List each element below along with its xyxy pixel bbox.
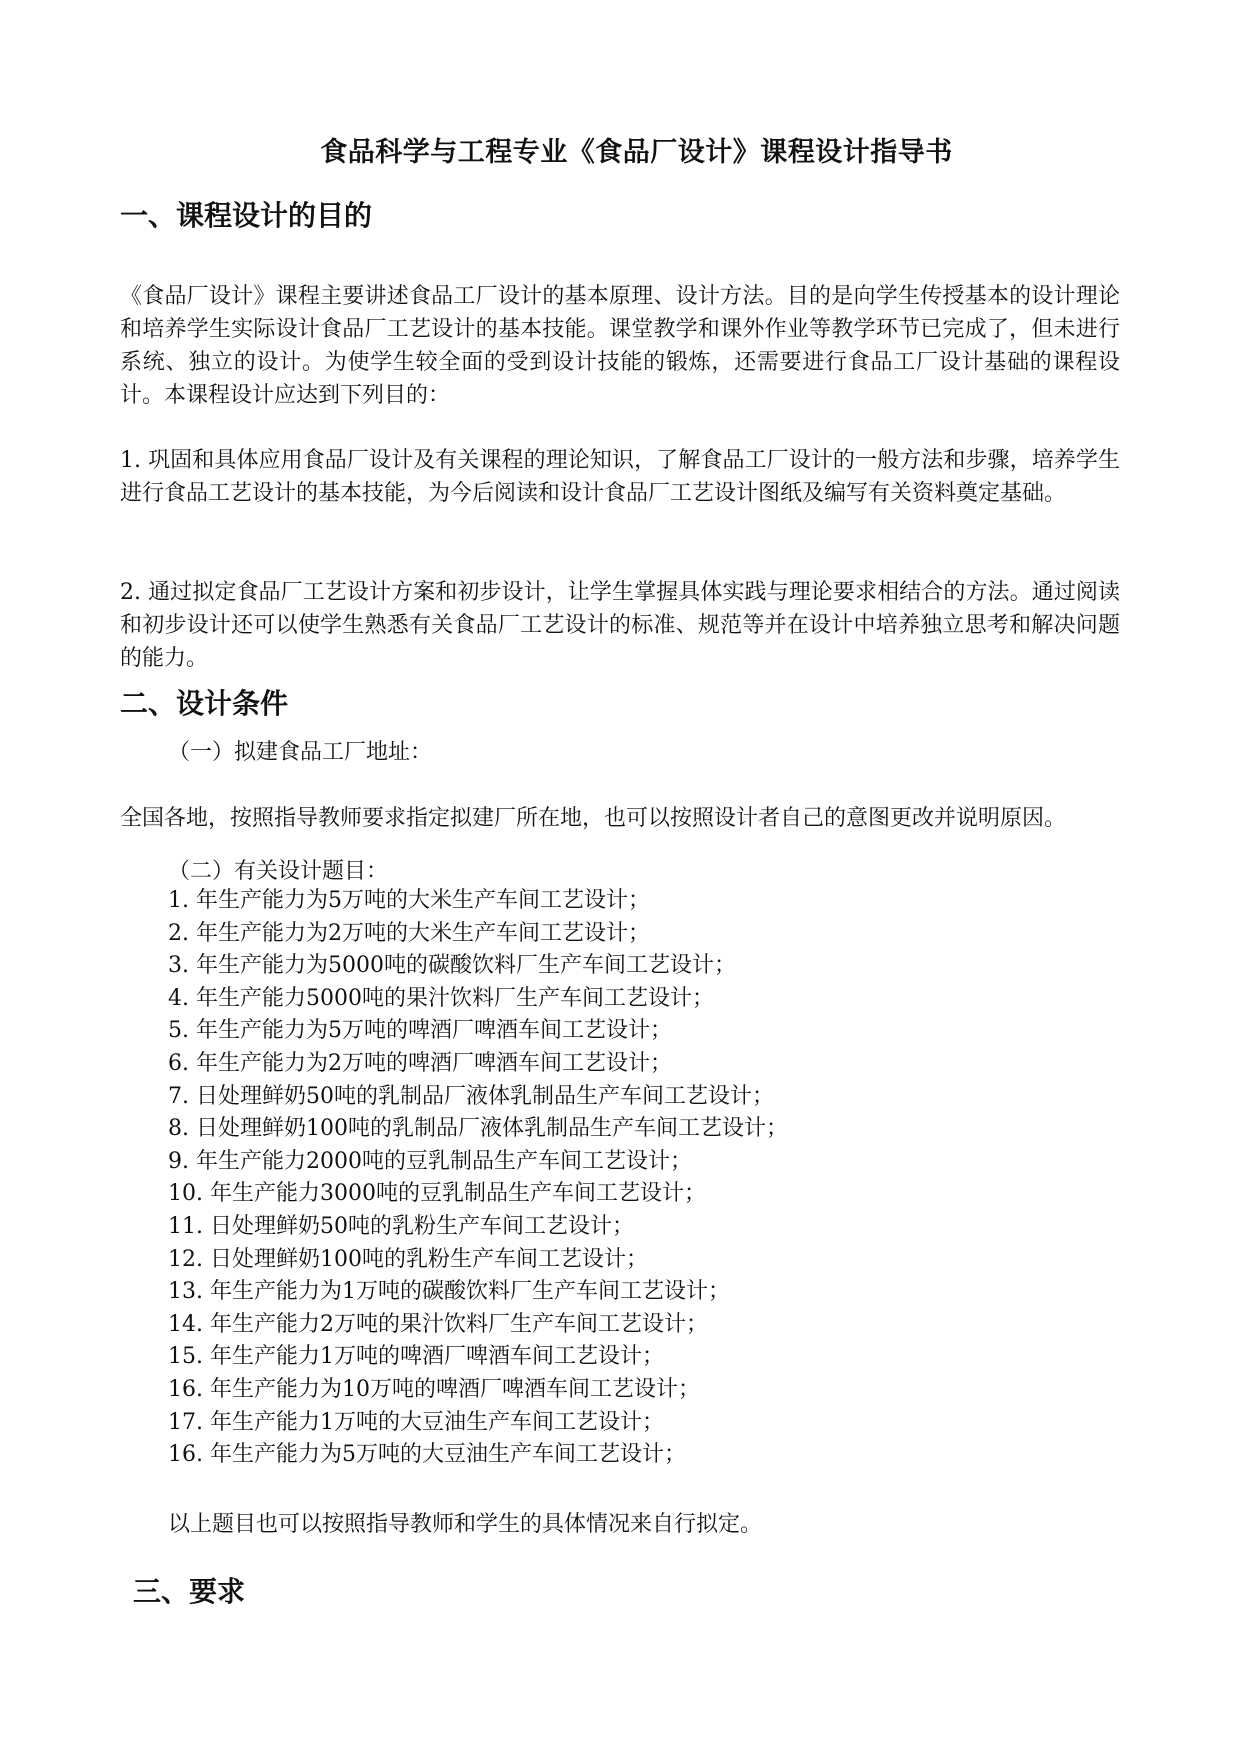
list-item: 1. 年生产能力为5万吨的大米生产车间工艺设计； [168, 888, 650, 913]
list-item: 12. 日处理鲜奶100吨的乳粉生产车间工艺设计； [168, 1246, 648, 1272]
list-item: 6. 年生产能力为2万吨的啤酒厂啤酒车间工艺设计； [168, 1050, 672, 1076]
design-topics-list [168, 885, 788, 1472]
subsection-factory-address: （一）拟建食品工厂地址： [168, 740, 433, 765]
list-item: 3. 年生产能力为5000吨的碳酸饮料厂生产车间工艺设计； [168, 953, 736, 979]
list-item: 10. 年生产能力3000吨的豆乳制品生产车间工艺设计； [168, 1181, 706, 1207]
section-heading-conditions: 二、设计条件 [120, 687, 289, 720]
list-item: 8. 日处理鲜奶100吨的乳制品厂液体乳制品生产车间工艺设计； [168, 1116, 788, 1142]
list-item: 11. 日处理鲜奶50吨的乳粉生产车间工艺设计； [168, 1213, 634, 1239]
purpose-point-1: 1. 巩固和具体应用食品厂设计及有关课程的理论知识，了解食品工厂设计的一般方法和步骤，培养学生进行食品工艺设计的基本技能，为今后阅读和设计食品厂工艺设计图纸及编写有关资料奠定基础。 [120, 448, 1120, 506]
list-item: 7. 日处理鲜奶50吨的乳制品厂液体乳制品生产车间工艺设计； [168, 1083, 774, 1109]
list-item: 15. 年生产能力1万吨的啤酒厂啤酒车间工艺设计； [168, 1344, 664, 1370]
list-item: 9. 年生产能力2000吨的豆乳制品生产车间工艺设计； [168, 1148, 692, 1174]
list-item: 5. 年生产能力为5万吨的啤酒厂啤酒车间工艺设计； [168, 1018, 672, 1044]
list-item: 13. 年生产能力为1万吨的碳酸饮料厂生产车间工艺设计； [168, 1279, 730, 1305]
address-paragraph: 全国各地，按照指导教师要求指定拟建厂所在地，也可以按照设计者自己的意图更改并说明原因。 [120, 806, 1067, 831]
list-item: 16. 年生产能力为5万吨的大豆油生产车间工艺设计； [168, 1442, 686, 1468]
document-title: 食品科学与工程专业《食品厂设计》课程设计指导书 [320, 137, 953, 168]
list-item: 17. 年生产能力1万吨的大豆油生产车间工艺设计； [168, 1409, 664, 1435]
closing-note: 以上题目也可以按照指导教师和学生的具体情况来自行拟定。 [168, 1512, 763, 1537]
list-item: 4. 年生产能力5000吨的果汁饮料厂生产车间工艺设计； [168, 985, 714, 1011]
section-heading-requirements: 三、要求 [133, 1575, 246, 1608]
subsection-design-topics: （二）有关设计题目： [168, 859, 389, 884]
list-item: 14. 年生产能力2万吨的果汁饮料厂生产车间工艺设计； [168, 1311, 708, 1337]
intro-paragraph: 《食品厂设计》课程主要讲述食品工厂设计的基本原理、设计方法。目的是向学生传授基本的设计理论和培养学生实际设计食品厂工艺设计的基本技能。课堂教学和课外作业等教学环节已完成了，但未进行系统、独立的设计。为使学生较全面的受到设计技能的锻炼，还需要进行食品工厂设计基础的课程设计。本课程设计应达到下列目的： [120, 284, 1120, 408]
section-heading-purpose: 一、课程设计的目的 [120, 199, 373, 232]
list-item: 16. 年生产能力为10万吨的啤酒厂啤酒车间工艺设计； [168, 1376, 700, 1402]
purpose-point-2: 2. 通过拟定食品厂工艺设计方案和初步设计，让学生掌握具体实践与理论要求相结合的方法。通过阅读和初步设计还可以使学生熟悉有关食品厂工艺设计的标准、规范等并在设计中培养独立思考和解决问题的能力。 [120, 580, 1120, 671]
list-item: 2. 年生产能力为2万吨的大米生产车间工艺设计； [168, 920, 650, 946]
